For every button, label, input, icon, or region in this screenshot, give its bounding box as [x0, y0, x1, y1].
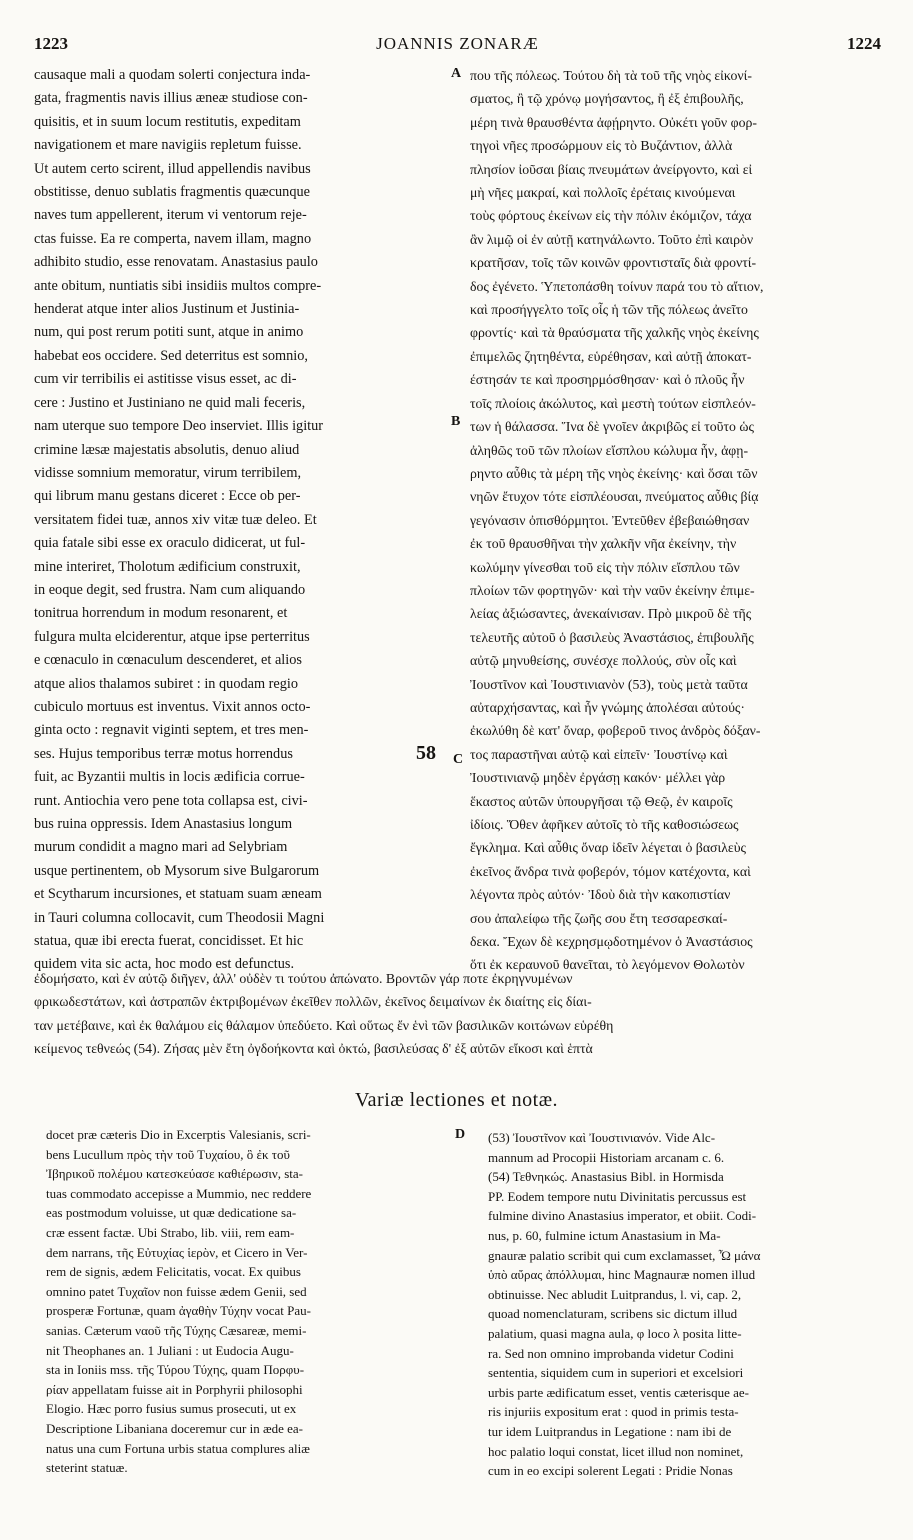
note-line: obtinuisse. Nec abludit Luitprandus, l. vi, cap. 2,: [488, 1286, 742, 1302]
latin-text-line: habebat eos occidere. Sed deterritus est somnio,: [34, 347, 308, 364]
greek-text-line: ταν μετέβαινε, καὶ ἐκ θαλάμου εἰς θάλαμον ὑπεδύετο. Καὶ οὕτως ἔν ἑνὶ τῶν βασιλικῶν κοιτώνων εὑρέθη: [34, 1017, 614, 1033]
greek-text-line: μὴ νῆες μακραί, καὶ πολλοῖς ἐρέταις κινούμεναι: [470, 185, 736, 201]
note-line: Descriptione Libaniana doceremur cur in æde ea-: [46, 1420, 303, 1436]
note-line: tuas commodato accepisse a Mummio, nec reddere: [46, 1185, 312, 1201]
greek-text-line: αὐτῷ μηνυθείσης, συνέσχε πολλούς, σὺν οἷς καὶ: [470, 653, 737, 669]
greek-text-line: πλοίων τῶν φορτηγῶν· καὶ τὴν ναῦν ἐκείνην ἐπιμε-: [470, 582, 755, 598]
note-line: palatium, quasi magna aula, φ loco λ posita litte-: [488, 1325, 742, 1341]
note-line: fulmine divino Anastasius imperator, et obiit. Codi-: [488, 1208, 757, 1224]
note-line: tur idem Luitprandus in Legatione : nam ibi de: [488, 1423, 732, 1439]
note-line: sanias. Cæterum ναοῦ τῆς Τύχης Cæsareæ, memi-: [46, 1322, 307, 1338]
greek-text-line: φρικωδεστάτων, καὶ ἀστραπῶν ἐκτριβομένων ἐκεῖθεν πολλῶν, ἐκεῖνος δειμαίνων ἐκ διαίτης εἰς δίαι-: [34, 994, 592, 1010]
note-line: sta in Ioniis mss. τῆς Τύρου Τύχης, quam Πορφυ-: [46, 1362, 305, 1378]
greek-text-line: λείας ἀξιώσαντες, ἀνεκαίνισαν. Πρὸ μικροῦ δὲ τῆς: [470, 606, 752, 622]
greek-text-line: ἐπιμελῶς ζητηθέντα, εὑρέθησαν, καὶ αὐτῇ ἀποκατ-: [470, 348, 752, 364]
note-line: Ἰβηρικοῦ πολέμου κατεσκεύασε καθιέρωσιν, sta-: [46, 1166, 303, 1182]
note-line: ὑπὸ αὔρας ἀπόλλυμαι, hinc Magnauræ nomen illud: [488, 1267, 756, 1283]
page-number-left: 1223: [34, 34, 68, 53]
latin-column: [34, 64, 446, 977]
greek-text-line: τοῖς πλοίοις ἀκώλυτος, καὶ μεστὴ τούτων εἰσπλεόν-: [470, 395, 756, 411]
greek-text-line: κείμενος τεθνεώς (54). Ζήσας μὲν ἔτη ὀγδοήκοντα καὶ ὀκτώ, βασιλεύσας δ' ἐξ αὐτῶν εἴκοσι καὶ ἑπτὰ: [34, 1041, 593, 1057]
latin-text-line: navigationem et mare navigiis repletum fuisse.: [34, 137, 302, 154]
latin-text-line: henderat atque inter alios Justinum et Justinia-: [34, 301, 300, 318]
greek-column: [470, 64, 880, 977]
greek-text-line: ἰδίοις. Ὅθεν ἀφῆκεν αὐτοῖς τὸ τῆς καθοσιώσεως: [470, 817, 739, 832]
margin-letter-d: D: [455, 1127, 466, 1142]
latin-text-line: quisitis, et in suum locum restitutis, expeditam: [34, 113, 301, 130]
note-line: omnino patet Τυχαῖον non fuisse ædem Genii, sed: [46, 1283, 307, 1299]
latin-text-line: ante obitum, nuntiatis sibi insidiis multos compre-: [34, 277, 322, 294]
latin-text-line: statua, quæ ibi erecta fuerat, concidisset. Et hic: [34, 933, 304, 950]
latin-text-line: qui librum manu gestans diceret : Ecce ob per-: [34, 488, 301, 505]
greek-text-line: κωλύμην γίνεσθαι τοῦ εἰς τὴν πόλιν εἴσπλου τῶν: [470, 559, 740, 575]
notes-title: Variæ lectiones et notæ.: [354, 1089, 559, 1111]
greek-text-line: τος παραστῆναι αὐτῷ καὶ εἰπεῖν· Ἰουστίνῳ καὶ: [470, 746, 728, 762]
note-line: dem narrans, τῆς Εὐτυχίας ἱερὸν, et Cicero in Ver-: [46, 1244, 308, 1260]
latin-text-line: mine interiret, Tholotum ædificium construxit,: [34, 558, 301, 575]
running-header: [34, 34, 881, 60]
note-line: gnauræ palatio scribit qui cum exclamasset, Ὦ μάνα: [488, 1247, 761, 1263]
greek-text-line: ρηντο αὖθις τὰ μέρη τῆς νηὸς ἐκείνης· καὶ ὅσαι τῶν: [470, 465, 758, 481]
latin-text-line: e cœnaculo in cœnaculum descenderet, et alios: [34, 652, 302, 669]
greek-text-line: Ἰουστινιανῷ μηδὲν ἐργάσῃ κακόν· μέλλει γὰρ: [470, 770, 726, 786]
latin-text-line: adhibito studio, esse renovatam. Anastasius paulo: [34, 254, 318, 271]
note-line: nus, p. 60, fulmine ictum Anastasium in Ma-: [488, 1227, 721, 1243]
latin-text-line: cere : Justino et Justiniano ne quid mali feceris,: [34, 394, 306, 411]
margin-letter-c: C: [453, 752, 464, 767]
greek-text-line: δος ἐγένετο. Ὑπετοπάσθη τοίνυν παρά του τὸ αἴτιον,: [470, 278, 764, 294]
note-line: nit Theophanes an. 1 Juliani : ut Eudocia Augu-: [46, 1342, 294, 1358]
note-line: natus una cum Fortuna urbis statua complures aliæ: [46, 1440, 310, 1456]
note-line: sententia, siquidem cum in superiori et excelsiori: [488, 1365, 744, 1381]
page-reference-number: 58: [416, 742, 436, 764]
note-line: (54) Τεθνηκώς. Anastasius Bibl. in Hormisda: [488, 1169, 724, 1185]
latin-text-line: obstitisse, denuo sublatis fragmentis quæcunque: [34, 184, 310, 201]
greek-text-line: Ἰουστῖνον καὶ Ἰουστινιανὸν (53), τοὺς μετὰ ταῦτα: [470, 676, 748, 692]
greek-text-line: σματος, ἢ τῷ χρόνῳ μογήσαντος, ἢ ἐξ ἐπιβουλῆς,: [470, 91, 744, 107]
latin-text-line: bus ruina oppressis. Idem Anastasius longum: [34, 816, 293, 832]
greek-text-line: που τῆς πόλεως. Τούτου δὴ τὰ τοῦ τῆς νηὸς εἰκονί-: [470, 68, 752, 83]
note-line: hoc palatio loqui constat, licet illud non nominet,: [488, 1443, 744, 1459]
latin-text-line: quidem vita sic acta, hoc modo est defunctus.: [34, 956, 295, 973]
latin-text-line: murum condidit a magno mari ad Selybriam: [34, 839, 288, 856]
latin-text-line: gata, fragmentis navis illius æneæ studiose con-: [34, 90, 308, 107]
note-line: urbis parte ædificatum esset, ventis cæterisque ae-: [488, 1384, 750, 1400]
latin-text-line: crimine læsæ majestatis absolutis, denuo aliud: [34, 441, 300, 458]
latin-text-line: fuit, ac Byzantii multis in locis ædificia corrue-: [34, 769, 305, 786]
full-width-greek: [34, 967, 880, 1061]
running-title: JOANNIS ZONARÆ: [376, 34, 539, 53]
greek-text-line: πλησίον ἰοῦσαι βίαις πνευμάτων ἀνείργοντο, καὶ εἰ: [470, 161, 753, 177]
latin-text-line: ses. Hujus temporibus terræ motus horrendus: [34, 745, 293, 762]
greek-text-line: τοὺς φόρτους ἐκείνων εἰς τὴν πόλιν ἐκόμιζον, τάχα: [470, 208, 752, 224]
greek-text-line: έστησάν τε καὶ προσηρμόσθησαν· καὶ ὁ πλοῦς ἦν: [470, 372, 745, 388]
page-number-right: 1224: [847, 34, 881, 53]
note-line: mannum ad Procopii Historiam arcanam c. 6.: [488, 1149, 725, 1165]
latin-text-line: fulgura multa elciderentur, atque ipse perterritus: [34, 628, 310, 645]
latin-text-line: causaque mali a quodam solerti conjectura inda-: [34, 67, 311, 83]
greek-text-line: ἕκαστος αὐτῶν ὑπουργῆσαι τῷ Θεῷ, ἐν καιροῖς: [470, 793, 733, 809]
note-line: cræ essent factæ. Ubi Strabo, lib. viii, rem eam-: [46, 1224, 295, 1240]
note-line: prosperæ Fortunæ, quam ἀγαθὴν Τύχην vocat Pau-: [46, 1303, 311, 1319]
greek-text-line: καὶ προσήγγελτο τοῖς οἷς ἡ τῶν τῆς πόλεως ἀνεῖτο: [470, 302, 748, 318]
note-line: Elogio. Hæc porro fusius sumus prosecuti, ut ex: [46, 1401, 297, 1417]
greek-text-line: γεγόνασιν ὀπισθόρμητοι. Ἐντεῦθεν ἐβεβαιώθησαν: [470, 512, 750, 528]
greek-text-line: ἔγκλημα. Καὶ αὖθις ὄναρ ἰδεῖν λέγεται ὁ βασιλεὺς: [470, 840, 746, 856]
greek-text-line: μέρη τινὰ θραυσθέντα ἀφῄρηντο. Οὐκέτι γοῦν φορ-: [470, 114, 757, 130]
greek-text-line: ἐκωλύθη δὲ κατ' ὄναρ, φοβεροῦ τινος ἀνδρὸς δόξαν-: [470, 723, 761, 739]
latin-text-line: tonitrua horrendum in modum resonarent, et: [34, 605, 288, 622]
latin-text-line: vidisse somnium memoratur, virum terribilem,: [34, 464, 302, 481]
greek-text-line: λέγοντα πρὸς αὐτόν· Ἰδοὺ διὰ τὴν κακοπιστίαν: [470, 887, 731, 903]
note-line: cum in eo excipi solerent Legati : Pridie Nonas: [488, 1463, 733, 1479]
note-line: (53) Ἰουστῖνον καὶ Ἰουστινιανόν. Vide Alc-: [488, 1130, 716, 1145]
greek-text-line: ὅτι ἐκ κεραυνοῦ θανεῖται, τὸ λεγόμενον Θολωτὸν: [470, 957, 745, 973]
note-line: PP. Eodem tempore nutu Divinitatis percussus est: [488, 1188, 747, 1204]
note-line: bens Lucullum πρὸς τὴν τοῦ Τυχαίου, ὃ ἐκ τοῦ: [46, 1146, 290, 1162]
latin-text-line: et Scytharum incursiones, et statuam suam æneam: [34, 886, 322, 903]
margin-letter-b: B: [451, 414, 461, 429]
note-line: steterint statuæ.: [46, 1460, 128, 1476]
notes-right-column: [488, 1128, 880, 1481]
greek-text-line: ἐκεῖνος ἄνδρα τινὰ φοβερόν, τόμον κατέχοντα, καὶ: [470, 863, 751, 879]
latin-text-line: cum vir terribilis ei astitisse visus esset, ac di-: [34, 371, 297, 388]
latin-text-line: Ut autem certo scirent, illud appellendis navibus: [34, 160, 311, 177]
greek-text-line: ἂν λιμῷ οἱ ἐν αὐτῇ κατηνάλωντο. Τοῦτο ἐπὶ καιρὸν: [470, 231, 754, 247]
greek-text-line: των ἡ θάλασσα. Ἵνα δὲ γνοῖεν ἀκριβῶς εἰ τοῦτο ὡς: [470, 419, 754, 435]
note-line: quoad nomenclaturam, scribens sic dictum illud: [488, 1306, 738, 1322]
greek-text-line: σου ἀπαλείφω τῆς ζωῆς σου ἔτη τεσσαρεσκαί-: [470, 910, 728, 926]
greek-text-line: ἀληθῶς τοῦ τῶν πλοίων εἴσπλου κώλυμα ἦν, ἀφῃ-: [470, 442, 749, 458]
latin-text-line: nam uterque suo tempore Deo inserviet. Illis igitur: [34, 418, 324, 435]
latin-text-line: in eoque degit, sed frustra. Nam cum aliquando: [34, 581, 306, 598]
greek-text-line: αὐταρχήσαντας, καὶ ἦν γνώμης ἀπολέσαι αὐτούς·: [470, 699, 745, 715]
latin-text-line: naves tum appellerent, iterum vi ventorum reje-: [34, 207, 307, 224]
greek-text-line: τελευτῆς αὐτοῦ ὁ βασιλεὺς Ἀναστάσιος, ἐπιβουλῆς: [470, 629, 754, 645]
note-line: docet præ cæteris Dio in Excerptis Valesianis, scri-: [46, 1127, 311, 1142]
greek-text-line: ἐκ τοῦ θραυσθῆναι τὴν χαλκῆν νῆα ἐκείνην, τὴν: [470, 536, 737, 552]
margin-letter-a: A: [451, 66, 462, 81]
greek-text-line: κρατῆσαν, τοῖς τῶν κοινῶν φροντισταῖς διὰ φροντί-: [470, 255, 757, 271]
note-line: ρίαν appellatam fuisse ait in Porphyrii philosophi: [46, 1381, 303, 1397]
latin-text-line: ctas fuisse. Ea re comperta, navem illam, magno: [34, 230, 312, 247]
latin-text-line: atque alios thalamos subiret : in quodam regio: [34, 675, 299, 692]
greek-text-line: νηῶν ἔτυχον τότε εἰσπλέουσαι, πνεύματος αὖθις βίᾳ: [470, 489, 759, 505]
latin-text-line: cubiculo mortuus est inventus. Vixit annos octo-: [34, 698, 311, 715]
greek-text-line: τηγοὶ νῆες προσώρμουν εἰς τὸ Βυζάντιον, ἀλλὰ: [470, 138, 733, 154]
greek-text-line: ἐδομήσατο, καὶ ἐν αὐτῷ διῆγεν, ἀλλ' οὐδὲν τι τούτου ἀπώνατο. Βροντῶν γάρ ποτε ἐκρηγνυμένων: [34, 971, 573, 986]
latin-text-line: in Tauri columna collocavit, cum Theodosii Magni: [34, 909, 325, 926]
latin-text-line: usque pertinentem, ob Mysorum sive Bulgarorum: [34, 862, 320, 879]
greek-text-line: δεκα. Ἔχων δὲ κεχρησμῳδοτημένον ὁ Ἀναστάσιος: [470, 934, 753, 950]
latin-text-line: num, qui post rerum potiti sunt, atque in animo: [34, 324, 304, 341]
greek-text-line: φροντίς· καὶ τὰ θραύσματα τῆς χαλκῆς νηὸς ἐκείνης: [470, 325, 759, 341]
latin-text-line: ginta octo : regnavit viginti septem, et tres men-: [34, 722, 309, 739]
latin-text-line: versitatem fidei tuæ, annos xiv vitæ tuæ deleo. Et: [34, 511, 317, 528]
latin-text-line: runt. Antiochia vero pene tota collapsa est, civi-: [34, 792, 308, 809]
note-line: ra. Sed non omnino improbanda videtur Codini: [488, 1345, 734, 1361]
latin-text-line: quia fatale sibi esse ex oraculo didicerat, ut ful-: [34, 535, 306, 552]
note-line: eas postmodum voluisse, ut quæ dedicatione sa-: [46, 1205, 297, 1221]
notes-left-column: [46, 1125, 442, 1478]
note-line: ris injuriis expositum erat : quod in primis testa-: [488, 1404, 739, 1420]
note-line: rem de signis, ædem Felicitatis, vocat. Ex quibus: [46, 1264, 301, 1280]
